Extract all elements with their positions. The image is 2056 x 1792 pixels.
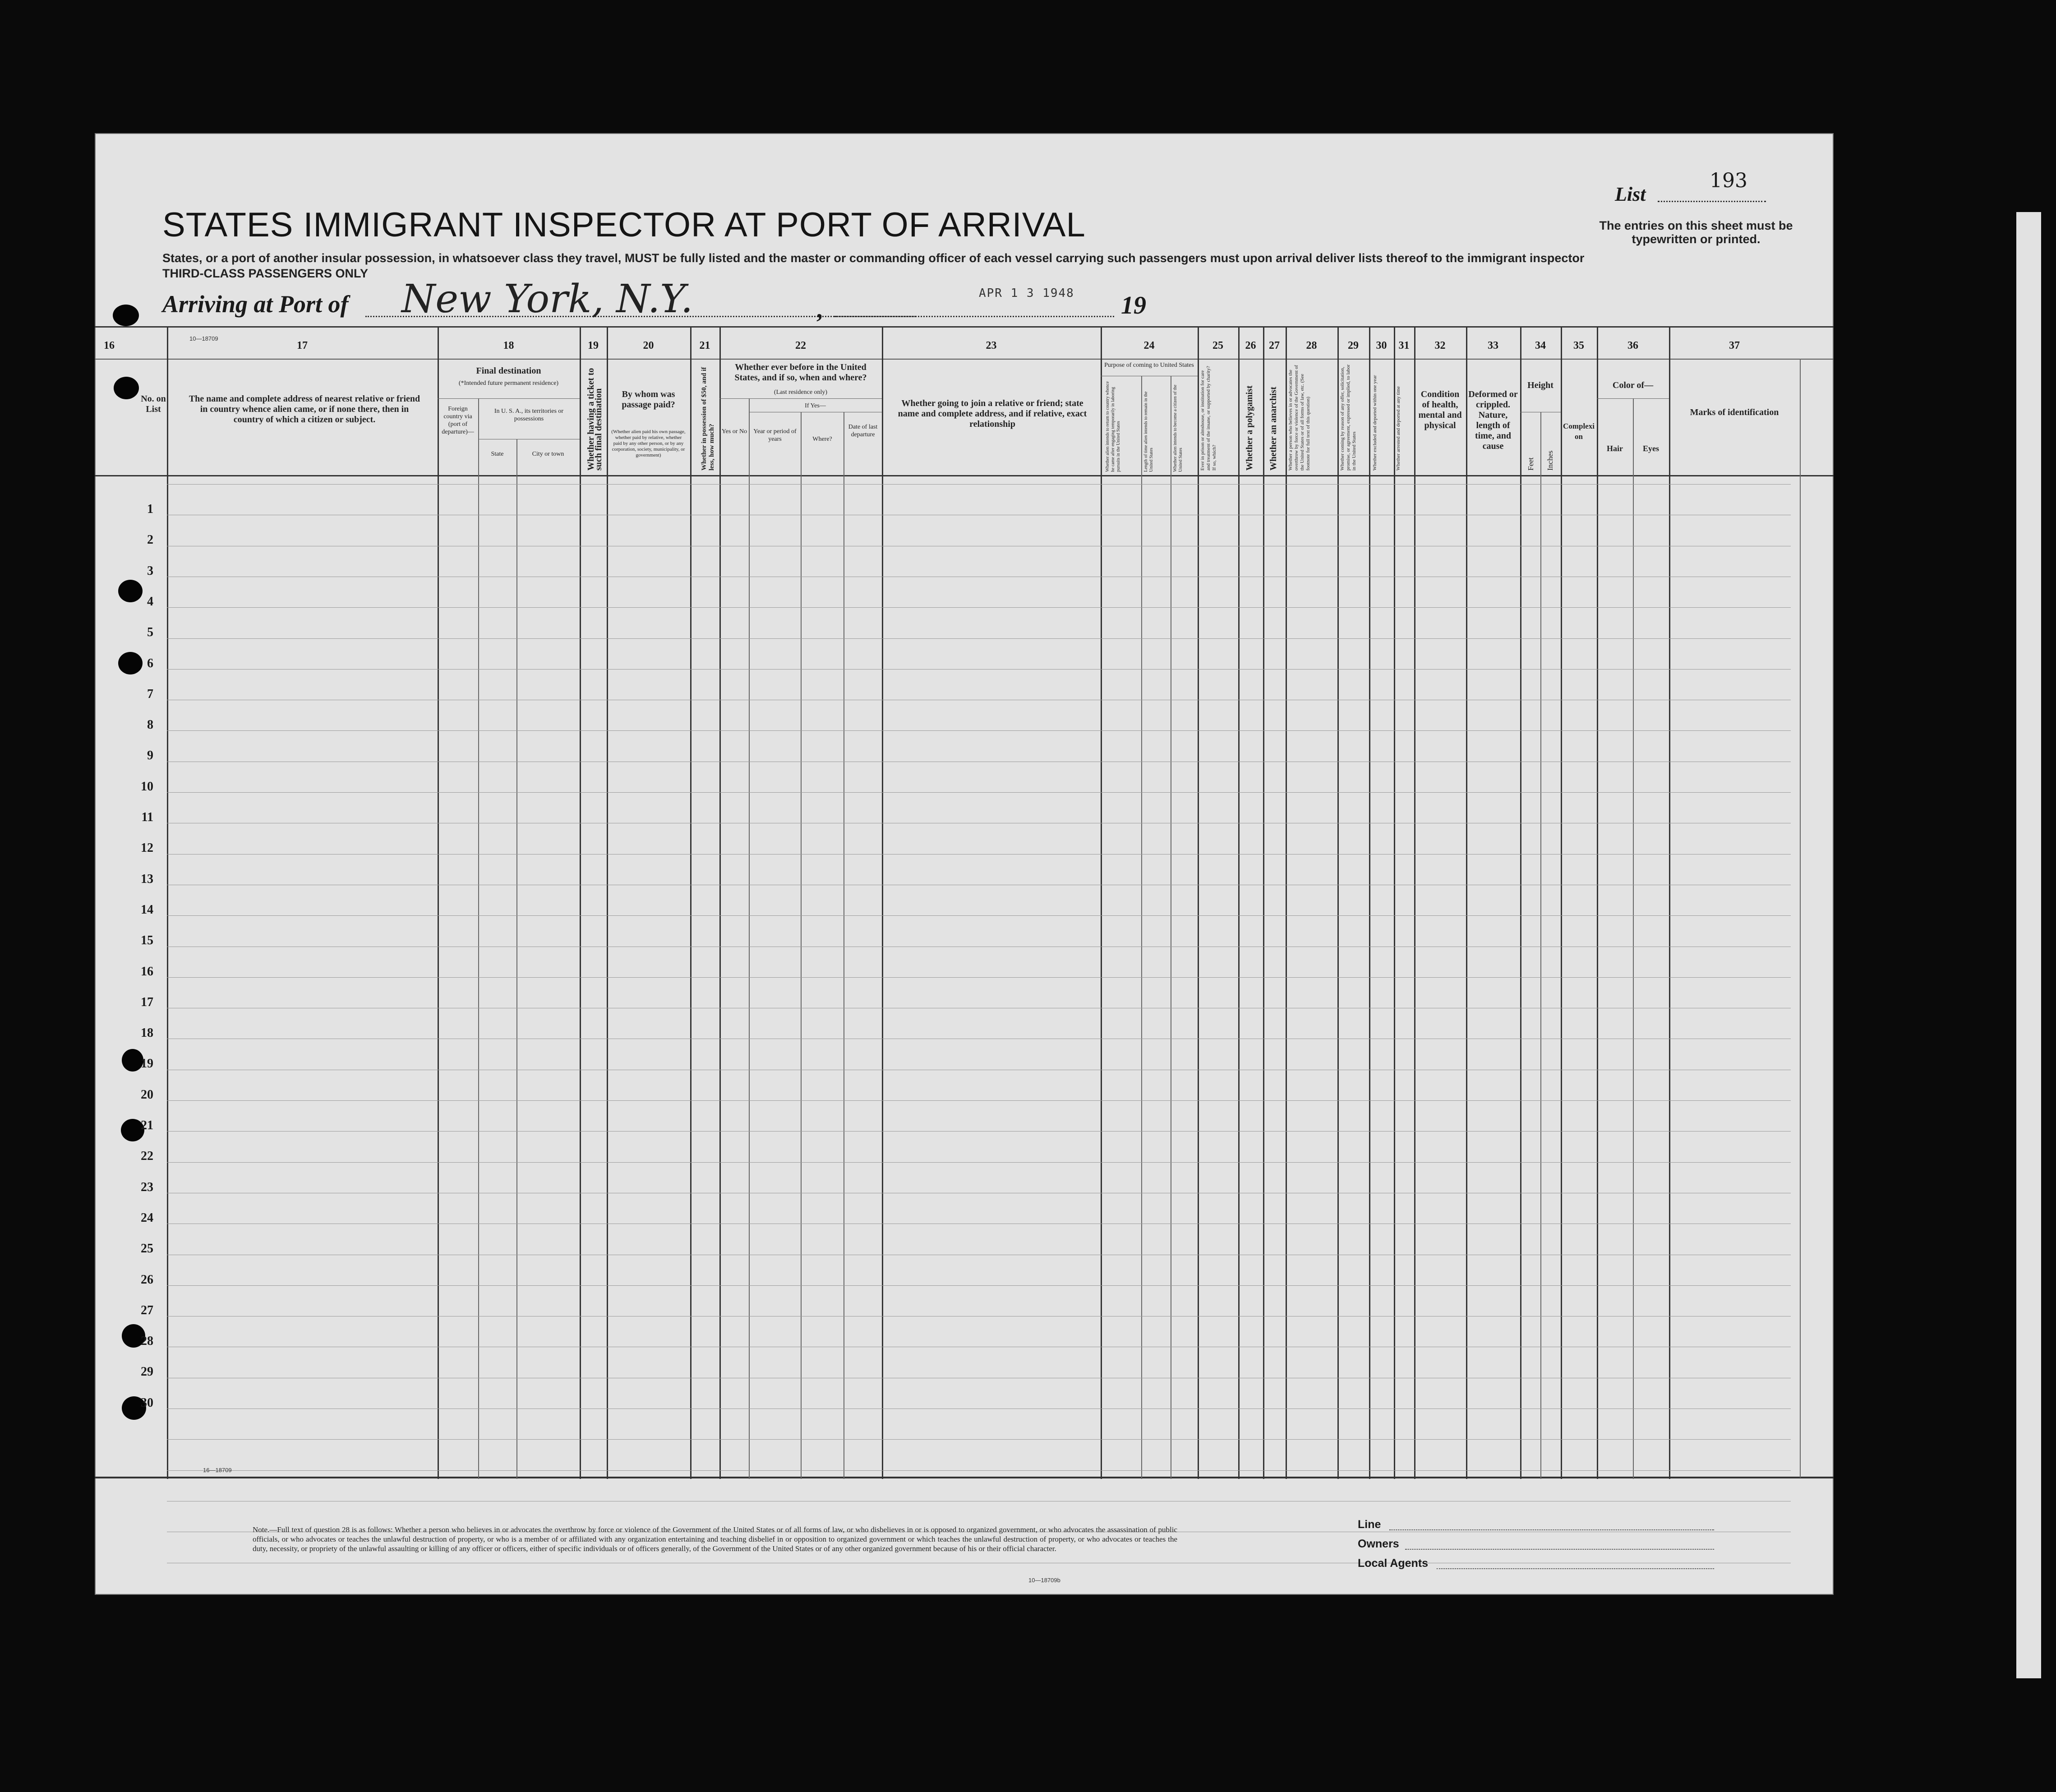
row-rule xyxy=(167,1131,1791,1132)
header-foreign-country: Foreign country via (port of departure)— xyxy=(442,406,474,435)
row-number: 19 xyxy=(141,1057,153,1071)
colnum-20: 20 xyxy=(643,340,654,351)
header-deformed: Deformed or crippled. Nature, length of time, and cause xyxy=(1468,389,1518,451)
footer-agents-label: Local Agents xyxy=(1358,1557,1429,1570)
header-purpose-citizen: Whether alien intends to become a citizen of the United States xyxy=(1173,384,1183,472)
col-divider xyxy=(719,326,721,1479)
row-number: 18 xyxy=(141,1026,153,1040)
header-purpose: Purpose of coming to United States xyxy=(1104,362,1194,369)
col-divider xyxy=(882,326,883,1479)
header-labor-offer: Whether coming by reason of any offer, solicitation, promise, or agreement, expressed or implied, to labor in the United States xyxy=(1340,364,1357,471)
header-bottom-rule xyxy=(95,475,1834,476)
col-divider xyxy=(478,398,479,1479)
row-rule xyxy=(167,792,1791,793)
header-inches: Inches xyxy=(1546,450,1554,471)
list-number: 193 xyxy=(1710,169,1747,192)
col-divider xyxy=(690,326,691,1479)
col-divider xyxy=(1141,376,1142,1479)
form-number-note: 10—18709b xyxy=(1028,1577,1060,1584)
header-purpose-length: Length of time alien intends to remain in the United States xyxy=(1143,391,1154,472)
colnum-33: 33 xyxy=(1488,340,1498,351)
row-number: 13 xyxy=(141,872,153,886)
col-divider xyxy=(1540,412,1541,1479)
row-rule xyxy=(167,1439,1791,1440)
header-passage-paid-note: (Whether alien paid his own passage, whether paid by relative, whether paid by any other person, or by any corporation, society, municipality, or government) xyxy=(611,429,686,458)
manifest-sheet xyxy=(95,133,1834,1595)
col-divider xyxy=(1337,326,1339,1479)
row-rule xyxy=(167,977,1791,978)
col-divider xyxy=(1414,326,1415,1479)
header-final-destination-note: (*Intended future permanent residence) xyxy=(458,380,559,387)
colnum-25: 25 xyxy=(1212,340,1223,351)
row-number: 27 xyxy=(141,1303,153,1317)
form-number-top: 10—18709 xyxy=(189,335,218,342)
footnote-question-28: Note.—Full text of question 28 is as follows: Whether a person who believes in or advocates the overthrow by force or violence of the Government of the United States or of all forms of law, or who disbelieves in or is opposed to organized government, or who advocates the assassination of public officials, or who advocates or teaches the unlawful destruction of property, or who is a member of or affiliated with any organization entertaining and teaching disbelief in or opposition to organized government or which teaches the unlawful destruction of property, or who advocates or teaches the duty, necessity, or propriety of the unlawful assaulting or killing of any officer or officers, either of specific individuals or of officers generally, of the Government of the United States or of any other organized government because of his or their official character. xyxy=(253,1525,1177,1553)
row-number: 4 xyxy=(147,594,153,609)
header-city: City or town xyxy=(532,451,564,457)
header-ever-before: Whether ever before in the United States, and if so, when and where? xyxy=(734,362,867,383)
colnum-31: 31 xyxy=(1398,340,1410,351)
row-rule xyxy=(167,607,1791,608)
row-number: 2 xyxy=(147,533,153,547)
header-in-usa: In U. S. A., its territories or possessions xyxy=(494,408,564,422)
header-nearest-relative: The name and complete address of nearest relative or friend in country whence alien came, or if none there, then in country of which a citizen or subject. xyxy=(189,394,420,425)
footer-agents-field xyxy=(1437,1568,1714,1569)
col-divider xyxy=(1238,326,1240,1479)
comma: , xyxy=(816,296,823,323)
header-excluded: Whether excluded and deported within one year xyxy=(1372,375,1378,471)
header-eyes: Eyes xyxy=(1643,444,1659,453)
footer-line-field xyxy=(1389,1529,1714,1530)
header-no-on-list: No. on List xyxy=(141,394,166,414)
row-rule xyxy=(167,1162,1791,1163)
grid-bottom-rule xyxy=(95,1477,1834,1478)
row-number: 21 xyxy=(141,1118,153,1132)
col-divider xyxy=(1101,326,1102,1479)
col-divider xyxy=(1597,326,1598,1479)
instructions-text: States, or a port of another insular possession, in whatsoever class they travel, MUST be fully listed and the master or commanding officer of each vessel carrying such passengers must upon arrival deliver lists thereof to the immigrant inspector xyxy=(162,251,1585,265)
colnum-29: 29 xyxy=(1348,340,1359,351)
colnum-28: 28 xyxy=(1306,340,1317,351)
row-number: 15 xyxy=(141,933,153,948)
header-color-of: Color of— xyxy=(1612,380,1654,390)
header-where: Where? xyxy=(812,436,832,443)
class-label: THIRD-CLASS PASSENGERS ONLY xyxy=(162,267,369,280)
header-yes-no: Yes or No xyxy=(721,428,747,435)
row-number: 1 xyxy=(147,502,153,516)
row-number: 28 xyxy=(141,1334,153,1349)
row-rule xyxy=(167,484,1791,485)
row-rule xyxy=(167,1100,1791,1101)
col-divider xyxy=(1800,359,1801,1478)
arriving-label: Arriving at Port of xyxy=(162,291,349,318)
manifest-grid: 16 17 18 19 20 21 22 23 24 25 26 27 28 29 30 31 32 33 34 35 36 37 No. on List The name and complete address of nearest relative or friend in country whence alien came, or if none there, then in country of which a citizen or subject. Final destination (*Intended future permanent residence) Foreign country via (port of departure)— In U. S. A., its territories or possessions State City or town Whether having a ticket to such final destination By whom was passage paid? (Whether alien paid his own passage, whether paid by relative, whether paid by any other person, or by any corporation, society, municipality, or government) Whether in possession of $50, and if less, how much? Whether ever before in the United States, and if so, when and where? (Last residence only) Yes or No If Yes— Year or period of years Where? Date of last departure Whether going to join a relative or friend; state name and complete address, and if relative, exact relationship Purpose of coming to United States Whether alien intends to return to country whence he came after engaging temporarily in laboring pursuits in the United States Length of time alien intends to remain in the United States Whether alien intends to become a citizen of the United States Ever in prison or almshouse, or institution for care and treatment of the insane, or supported by charity? If so, which? Whether a polygamist Whether an anarchist Whether a person who believes in or advocates the overthrow by force or violence of the Government of the United States or of all forms of law, etc. (See footnote for full text of this question) Whether coming by reason of any offer, solicitation, promise, or agreement, expressed or implied, to labor in the United States Whether excluded and deported within one year Whether arrested and deported at any time Condition of health, mental and physical Deformed or crippled. Nature, length of time, and cause Height Feet Inches Complexion Color of— Hair Eyes Marks of identification 1 2 3 4 5 6 7 8 9 10 11 12 13 14 15 16 17 18 19 20 21 22 23 24 25 26 27 28 29 30 16—18709 xyxy=(95,326,1834,1479)
form-number-bottom: 16—18709 xyxy=(203,1467,232,1473)
row-number: 20 xyxy=(141,1087,153,1102)
row-number: 6 xyxy=(147,656,153,670)
header-feet: Feet xyxy=(1526,457,1535,471)
colnum-27: 27 xyxy=(1269,340,1280,351)
header-fifty-dollars: Whether in possession of $50, and if less, how much? xyxy=(701,367,715,471)
colnum-36: 36 xyxy=(1627,340,1638,351)
colnum-21: 21 xyxy=(699,340,710,351)
form-title: STATES IMMIGRANT INSPECTOR AT PORT OF ARRIVAL xyxy=(162,206,1086,244)
row-number: 29 xyxy=(141,1365,153,1379)
col-divider xyxy=(1520,326,1521,1479)
col-divider xyxy=(580,326,581,1479)
row-number: 12 xyxy=(141,841,153,855)
row-rule xyxy=(167,638,1791,639)
header-if-yes: If Yes— xyxy=(805,402,826,409)
header-polygamist: Whether a polygamist xyxy=(1245,385,1254,471)
col-divider xyxy=(1394,326,1395,1479)
col-divider xyxy=(1198,326,1199,1479)
row-number: 7 xyxy=(147,687,153,701)
col-divider xyxy=(607,326,608,1479)
colnum-22: 22 xyxy=(795,340,806,351)
col-divider xyxy=(801,412,802,1479)
header-passage-paid: By whom was passage paid? xyxy=(622,389,675,410)
row-number: 9 xyxy=(147,748,153,763)
header-complexion: Complexion xyxy=(1563,422,1595,441)
col-divider xyxy=(1633,398,1634,1479)
header-health: Condition of health, mental and physical xyxy=(1418,389,1462,430)
colnum-24: 24 xyxy=(1143,340,1155,351)
colnum-30: 30 xyxy=(1376,340,1387,351)
header-prison: Ever in prison or almshouse, or institution for care and treatment of the insane, or supported by charity? If so, which? xyxy=(1200,366,1217,471)
header-marks: Marks of identification xyxy=(1690,407,1779,417)
colnum-18: 18 xyxy=(503,340,514,351)
colnum-19: 19 xyxy=(588,340,599,351)
entries-note: The entries on this sheet must be typewritten or printed. xyxy=(1599,219,1793,246)
header-year-period: Year or period of years xyxy=(753,428,797,443)
row-number: 22 xyxy=(141,1149,153,1164)
header-rule xyxy=(95,359,1834,360)
punch-hole xyxy=(113,305,139,326)
row-number: 26 xyxy=(141,1272,153,1287)
col-divider xyxy=(1561,326,1562,1479)
col-divider xyxy=(749,398,750,1479)
row-number: 17 xyxy=(141,995,153,1009)
col-divider xyxy=(167,326,168,1479)
header-question-28: Whether a person who believes in or advocates the overthrow by force or violence of the Government of the United States or of all forms of law, etc. (See footnote for full text of this question) xyxy=(1288,365,1311,471)
header-last-residence: (Last residence only) xyxy=(774,389,828,396)
row-number: 3 xyxy=(147,563,153,578)
row-number: 24 xyxy=(141,1210,153,1225)
header-purpose-return: Whether alien intends to return to country whence he came after engaging temporarily in laboring pursuits in the United States xyxy=(1105,381,1121,472)
row-number: 8 xyxy=(147,718,153,732)
header-join-relative: Whether going to join a relative or friend; state name and complete address, and if relative, exact relationship xyxy=(898,398,1087,429)
footer-owners-field xyxy=(1405,1549,1714,1550)
colnum-35: 35 xyxy=(1573,340,1584,351)
col-divider xyxy=(1669,326,1670,1479)
header-hair: Hair xyxy=(1607,444,1623,453)
header-last-departure: Date of last departure xyxy=(848,424,878,438)
colnum-23: 23 xyxy=(986,340,997,351)
row-number: 11 xyxy=(141,810,153,824)
header-ticket: Whether having a ticket to such final destination xyxy=(586,368,604,471)
list-label: List xyxy=(1615,183,1646,205)
col-divider xyxy=(1466,326,1467,1479)
port-handwritten: New York, N.Y. xyxy=(401,277,693,322)
grid-top-rule xyxy=(95,326,1834,328)
subheader-rule xyxy=(719,398,882,399)
row-rule xyxy=(167,669,1791,670)
colnum-34: 34 xyxy=(1535,340,1546,351)
row-number: 14 xyxy=(141,902,153,917)
header-arrested: Whether arrested and deported at any time xyxy=(1396,386,1401,471)
row-rule xyxy=(167,915,1791,916)
colnum-37: 37 xyxy=(1729,340,1740,351)
header-state: State xyxy=(491,451,504,457)
adjacent-page-strip xyxy=(2016,212,2041,1678)
subheader-rule xyxy=(438,398,580,399)
row-number: 30 xyxy=(141,1395,153,1410)
row-rule xyxy=(167,1285,1791,1286)
row-number: 16 xyxy=(141,964,153,979)
row-rule xyxy=(167,1470,1791,1471)
col-divider xyxy=(516,439,517,1479)
colnum-17: 17 xyxy=(297,340,308,351)
row-number: 25 xyxy=(141,1242,153,1256)
col-divider xyxy=(1263,326,1264,1479)
col-divider xyxy=(1286,326,1287,1479)
row-number: 5 xyxy=(147,625,153,640)
date-stamp: APR 1 3 1948 xyxy=(979,286,1074,300)
row-number: 10 xyxy=(141,779,153,794)
list-line xyxy=(1658,201,1766,202)
colnum-26: 26 xyxy=(1245,340,1256,351)
col-divider xyxy=(1369,326,1370,1479)
header-height: Height xyxy=(1527,380,1554,390)
header-final-destination: Final destination xyxy=(476,366,541,376)
header-anarchist: Whether an anarchist xyxy=(1268,387,1278,471)
year-prefix: 19 xyxy=(1121,291,1146,319)
col-divider xyxy=(438,326,439,1479)
date-line xyxy=(834,316,1114,317)
row-number: 23 xyxy=(141,1180,153,1194)
subheader-rule xyxy=(1597,398,1669,399)
row-rule xyxy=(167,730,1791,731)
footer-owners-label: Owners xyxy=(1358,1538,1399,1550)
colnum-32: 32 xyxy=(1434,340,1446,351)
footer-line-label: Line xyxy=(1358,1518,1381,1531)
